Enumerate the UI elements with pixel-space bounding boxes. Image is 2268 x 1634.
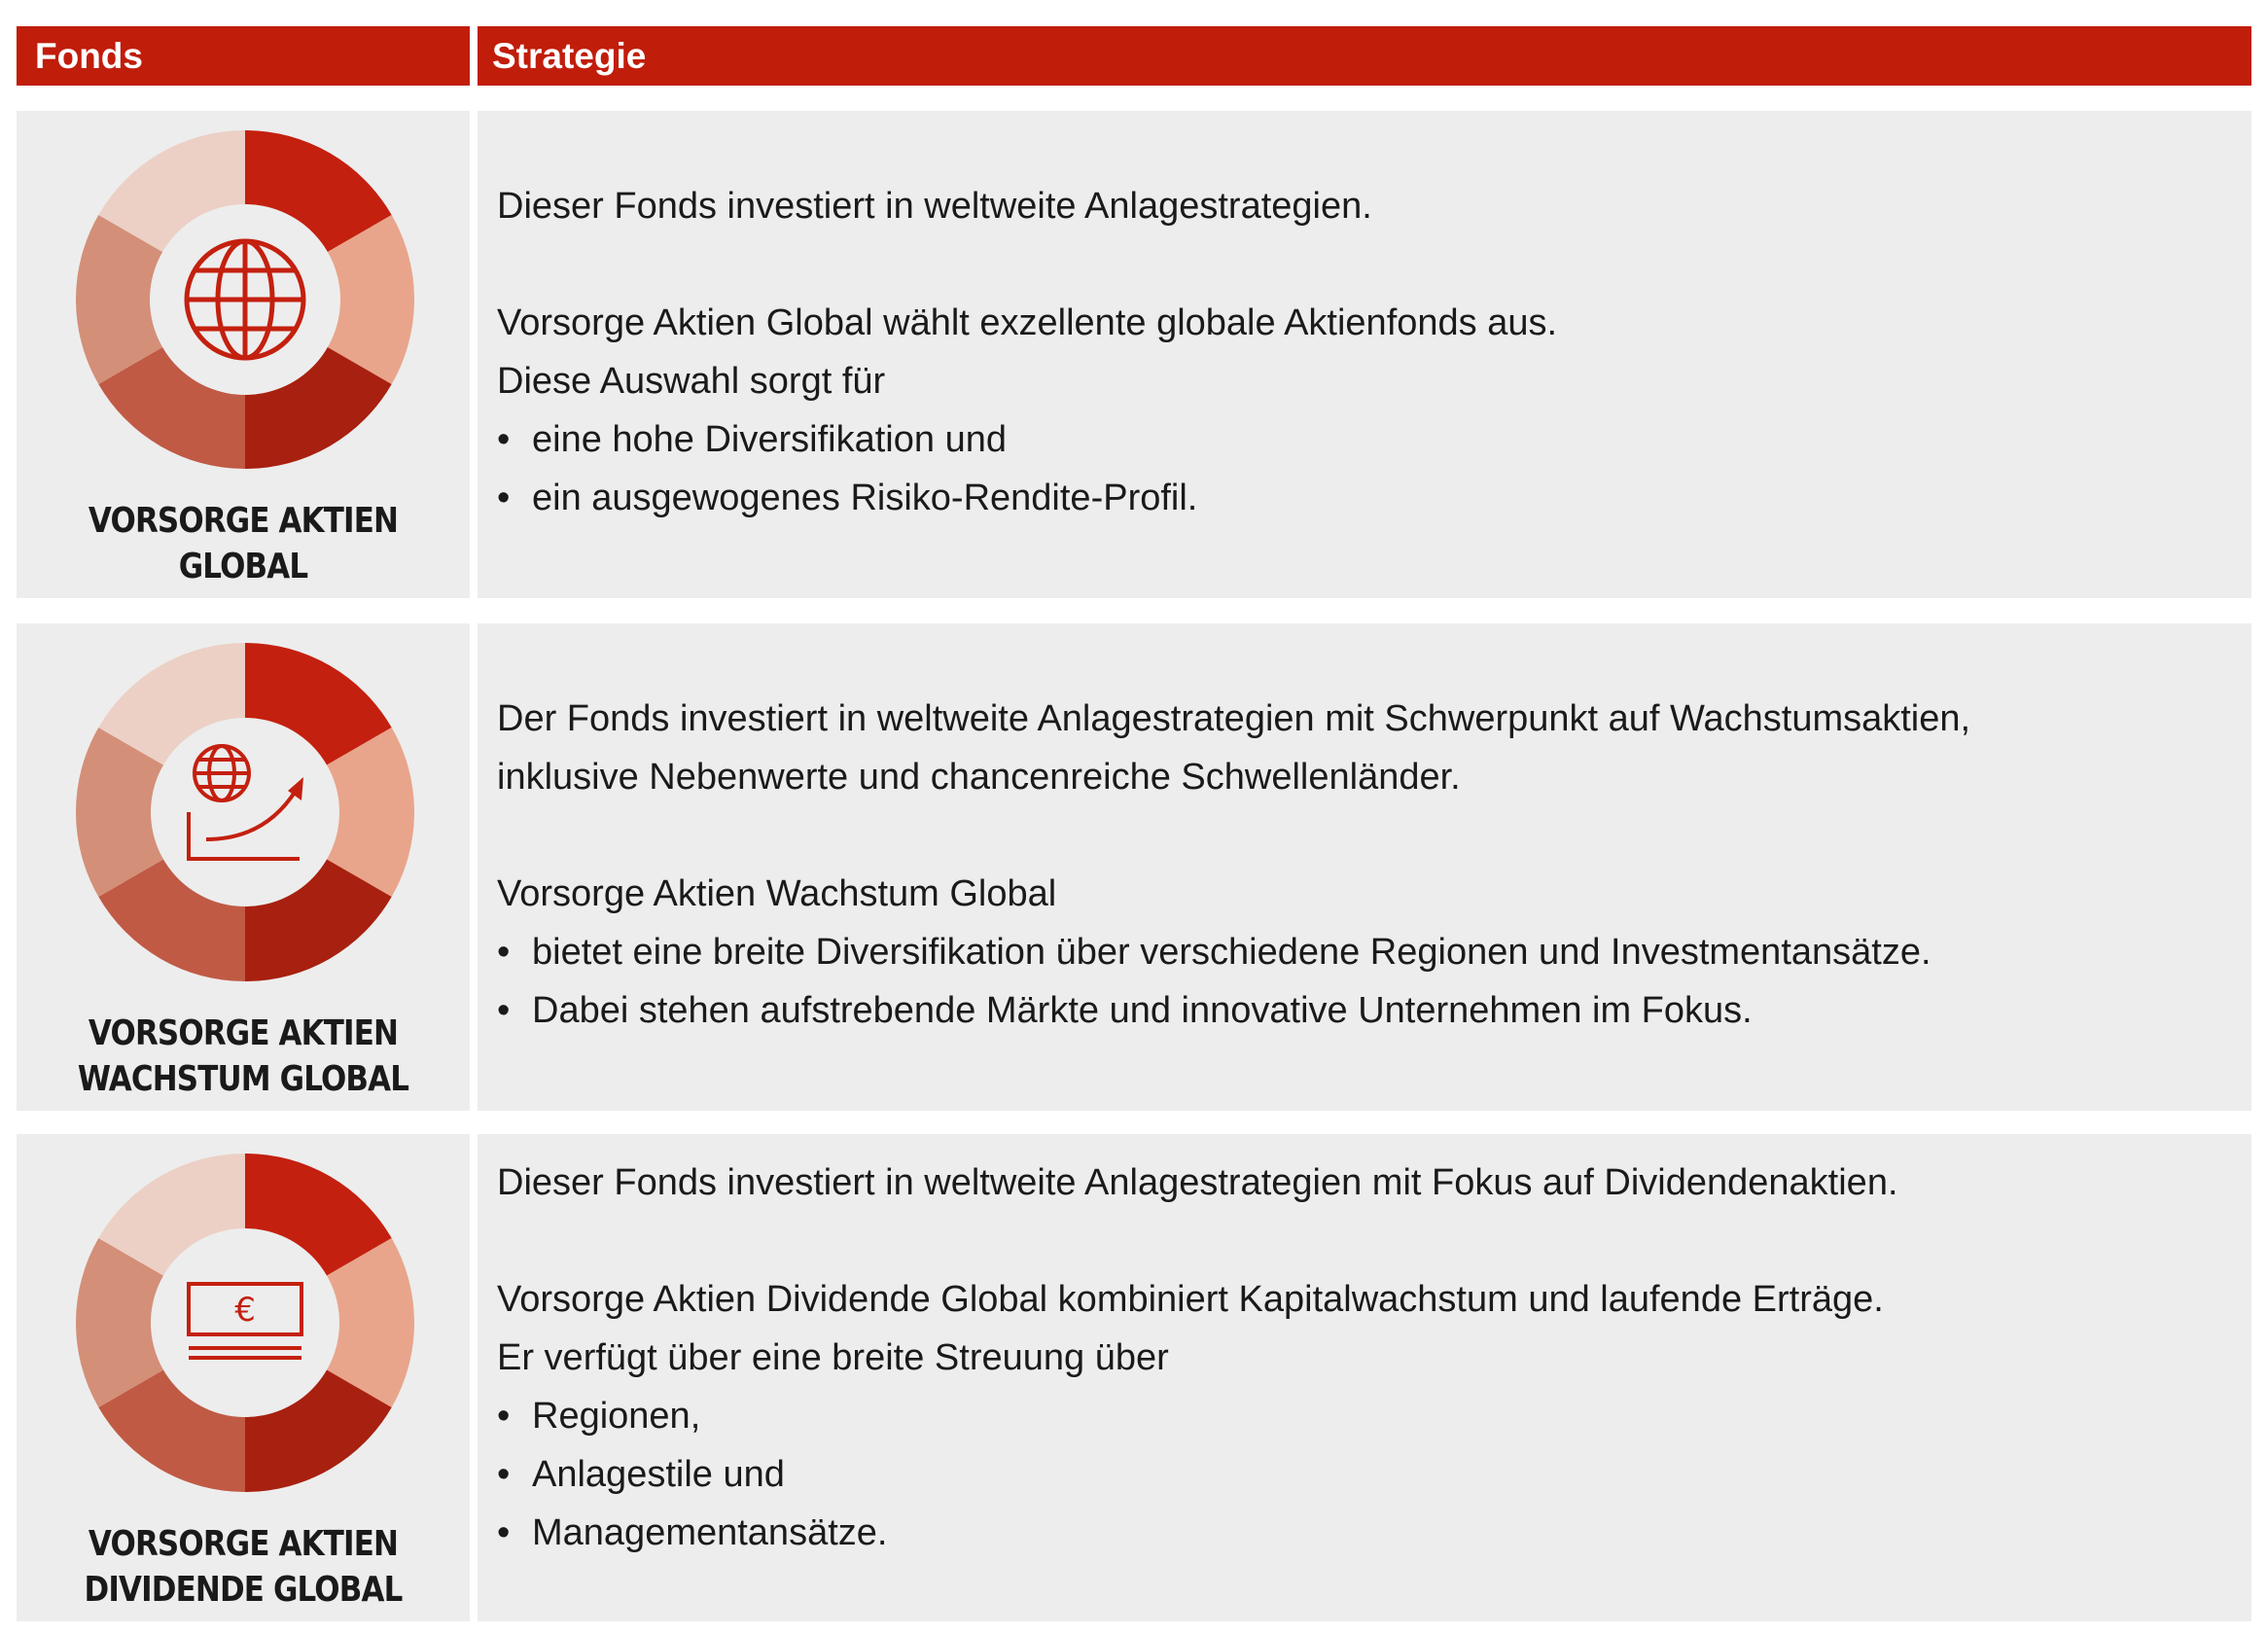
fund-name [49,498,439,589]
bullet: • [497,419,511,460]
fund-cell-global [17,111,470,598]
strategy-intro: inklusive Nebenwerte und chancenreiche Schwellenländer. [497,757,1461,798]
list-item [497,981,2232,1040]
fund-name-line-2: DIVIDENDE GLOBAL [84,1570,403,1610]
strategy-intro: Der Fonds investiert in weltweite Anlagestrategien mit Schwerpunkt auf Wachstumsaktien, [497,698,1971,739]
fund-cell-wachstum [17,623,470,1111]
strategy-intro: Dieser Fonds investiert in weltweite Anlagestrategien mit Fokus auf Dividendenaktien. [497,1162,1898,1203]
fund-name-line-1: VORSORGE AKTIEN [88,501,399,541]
column-header-fonds: Fonds [17,26,470,86]
fund-name-line-2: WACHSTUM GLOBAL [77,1059,409,1099]
list-item-text: Managementansätze. [532,1512,888,1553]
bullet: • [497,478,511,518]
column-header-strategie: Strategie [478,26,2251,86]
list-item [497,923,2232,981]
strategy-cell-dividende [478,1134,2251,1621]
strategy-text [497,690,2232,1040]
list-item-text: eine hohe Diversifikation und [532,419,1007,460]
list-item [497,469,2232,527]
strategy-text [497,177,2232,527]
globe-icon [76,130,414,469]
bullet: • [497,1454,511,1495]
bullet: • [497,932,511,973]
list-item-text: Regionen, [532,1396,701,1437]
euro-symbol: € [234,1291,256,1330]
bullet: • [497,1396,511,1437]
list-item [497,410,2232,469]
strategy-lead: Vorsorge Aktien Global wählt exzellente globale Aktienfonds aus. [497,302,1558,343]
fund-cell-dividende [17,1134,470,1621]
fund-name-line-2: GLOBAL [178,547,308,586]
fund-name [49,1011,439,1102]
list-item [497,1504,2232,1562]
fund-name [49,1521,439,1613]
strategy-lead: Vorsorge Aktien Wachstum Global [497,873,1057,914]
strategy-lead: Er verfügt über eine breite Streuung über [497,1337,1169,1378]
strategy-cell-global [478,111,2251,598]
strategy-text [497,1154,2232,1562]
list-item-text: ein ausgewogenes Risiko-Rendite-Profil. [532,478,1198,518]
fund-name-line-1: VORSORGE AKTIEN [88,1524,399,1564]
strategy-lead: Diese Auswahl sorgt für [497,361,886,402]
bullet: • [497,990,511,1031]
strategy-lead: Vorsorge Aktien Dividende Global kombiniert Kapitalwachstum und laufende Erträge. [497,1279,1884,1320]
fund-name-line-1: VORSORGE AKTIEN [88,1013,399,1053]
list-item [497,1445,2232,1504]
globe-growth-chart-icon [76,643,414,981]
strategy-cell-wachstum [478,623,2251,1111]
bullet: • [497,1512,511,1553]
list-item-text: Anlagestile und [532,1454,785,1495]
euro-banknote-icon [76,1154,414,1492]
strategy-intro: Dieser Fonds investiert in weltweite Anlagestrategien. [497,186,1372,227]
list-item [497,1387,2232,1445]
list-item-text: bietet eine breite Diversifikation über verschiedene Regionen und Investmentansätze. [532,932,1931,973]
list-item-text: Dabei stehen aufstrebende Märkte und innovative Unternehmen im Fokus. [532,990,1753,1031]
